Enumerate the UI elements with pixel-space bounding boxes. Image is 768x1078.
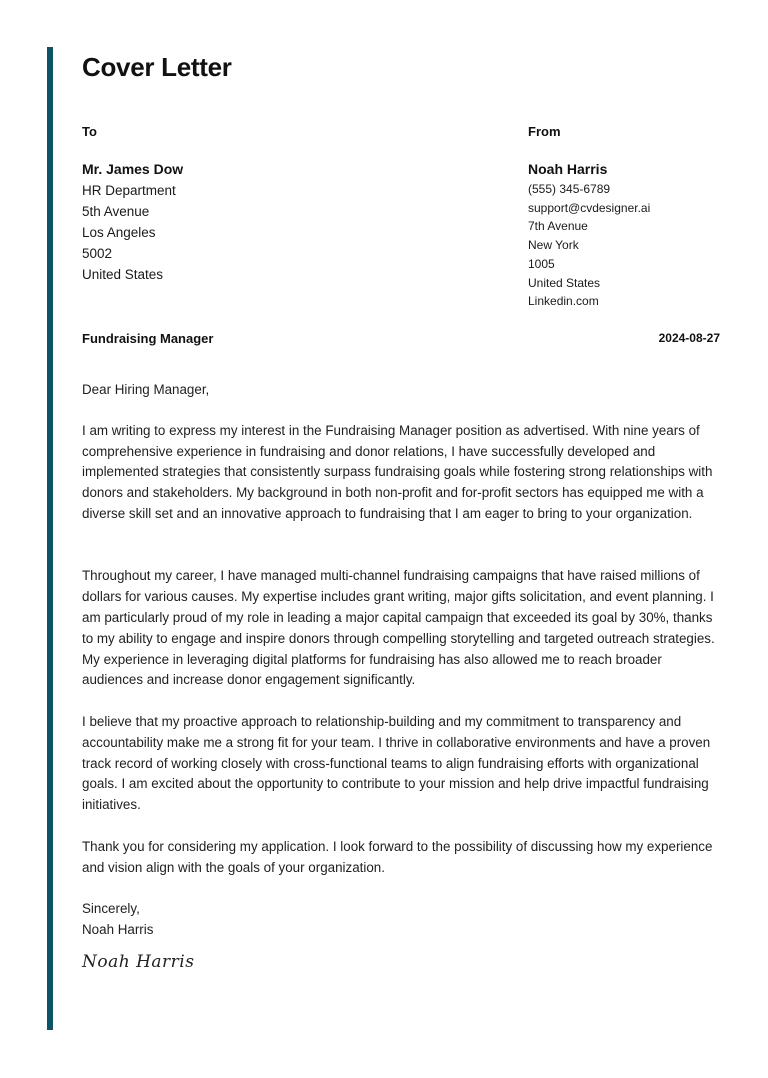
recipient-city: Los Angeles <box>82 225 156 240</box>
sender-name: Noah Harris <box>528 161 608 177</box>
closing-name: Noah Harris <box>82 921 154 937</box>
sender-street: 7th Avenue <box>528 219 588 234</box>
closing-block <box>82 899 722 941</box>
to-label: To <box>82 124 97 139</box>
recipient-postcode: 5002 <box>82 246 113 261</box>
paragraph-2: Throughout my career, I have managed multi-channel fundraising campaigns that have raised millions of dollars for various causes. My expertise includes grant writing, major gifts solicitation, and event planning. I am particularly proud of my role in leading a major capital campaign that exceeded its goal by 30%, thanks to my ability to engage and inspire donors through compelling storytelling and targeted outreach strategies. My experience in leveraging digital platforms for fundraising has also allowed me to reach broader audiences and increase donor engagement significantly. <box>82 568 715 688</box>
sender-phone: (555) 345-6789 <box>528 182 611 196</box>
sender-country: United States <box>528 275 601 290</box>
sender-email: support@cvdesigner.ai <box>528 200 651 215</box>
recipient-country: United States <box>82 267 164 282</box>
accent-bar <box>47 47 53 1030</box>
letter-date: 2024-08-27 <box>658 331 720 345</box>
sender-postcode: 1005 <box>528 256 555 271</box>
recipient-street: 5th Avenue <box>82 204 150 219</box>
letter-body <box>82 380 722 941</box>
paragraph-1: I am writing to express my interest in the Fundraising Manager position as advertised. With nine years of comprehensive experience in fundraising and donor relations, I have successfully developed and implemented strategies that consistently surpass fundraising goals while fostering strong relationships with donors and stakeholders. My background in both non-profit and for-profit sectors has equipped me with a diverse skill set and an innovative approach to fundraising that I am eager to bring to your organization. <box>82 422 713 521</box>
salutation: Dear Hiring Manager, <box>82 382 210 397</box>
paragraph-4: Thank you for considering my application. I look forward to the possibility of discussing how my experience and vision align with the goals of your organization. <box>82 838 713 875</box>
recipient-block <box>82 159 382 285</box>
sender-block <box>528 159 728 311</box>
paragraph-3: I believe that my proactive approach to relationship-building and my commitment to transparency and accountability make me a strong fit for your team. I thrive in collaborative environments and have a proven track record of working closely with cross-functional teams to align fundraising efforts with organizational goals. I am excited about the opportunity to contribute to your mission and help drive impactful fundraising initiatives. <box>82 713 711 813</box>
from-label: From <box>528 124 561 139</box>
recipient-department: HR Department <box>82 183 176 198</box>
subject-line: Fundraising Manager <box>82 331 214 346</box>
recipient-name: Mr. James Dow <box>82 161 184 177</box>
valediction: Sincerely, <box>82 901 140 917</box>
page-title: Cover Letter <box>82 52 232 82</box>
sender-linkedin: Linkedin.com <box>528 294 599 309</box>
handwritten-signature: Noah Harris <box>82 952 195 972</box>
sender-city: New York <box>528 238 579 253</box>
